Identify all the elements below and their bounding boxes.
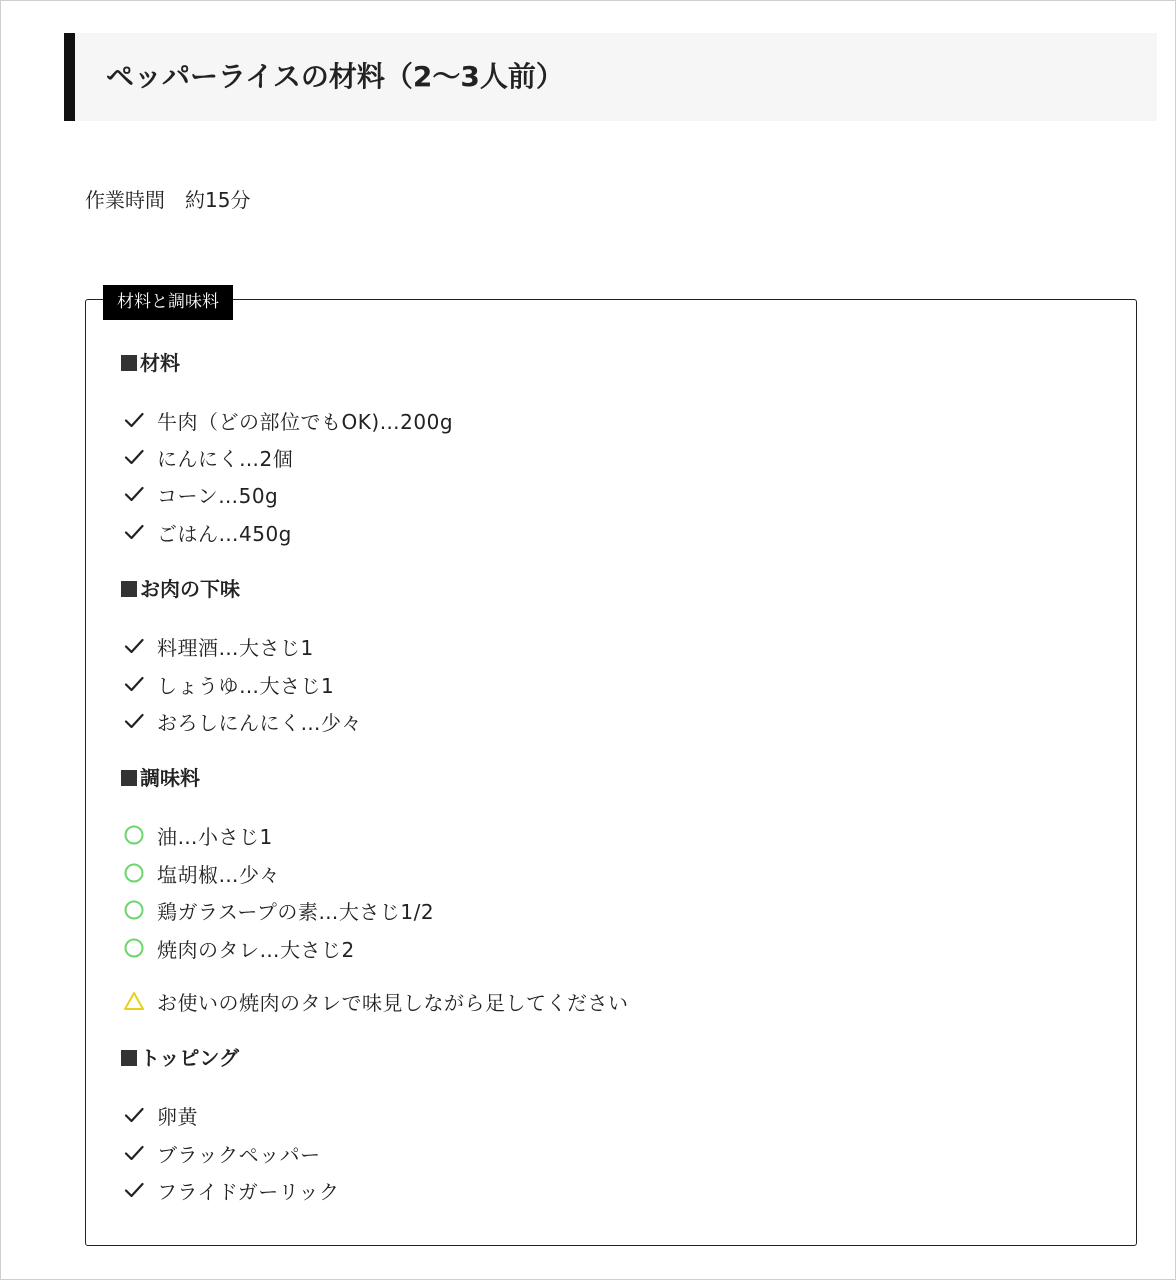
section-title-text: 調味料 [140,766,200,790]
check-icon [121,407,147,433]
square-bullet-icon [121,355,137,371]
list-item [121,1100,198,1130]
ingredients-box-label: 材料と調味料 [103,285,233,320]
list-item [121,1175,340,1205]
check-icon [121,481,147,507]
list-item [121,669,334,699]
recipe-heading [64,33,1157,121]
work-time: 作業時間 約15分 [85,188,251,212]
check-icon [121,633,147,659]
triangle-icon [121,988,147,1014]
list-item-text: 料理酒…大さじ1 [157,635,314,660]
list-item-text: ごはん…450g [157,521,292,546]
list-item-text: 焼肉のタレ…大さじ2 [157,937,355,962]
section-title-text: 材料 [140,351,180,375]
list-item-text: コーン…50g [157,483,279,508]
list-item-text: しょうゆ…大さじ1 [157,673,335,698]
square-bullet-icon [121,581,137,597]
square-bullet-icon [121,770,137,786]
list-item-text: ブラックペッパー [157,1142,321,1167]
list-item-text: おろしにんにく…少々 [157,710,362,735]
list-item-text: 塩胡椒…少々 [157,862,280,887]
circle-icon [121,822,147,848]
section-title-seasonings [121,764,200,792]
list-item [121,820,273,850]
circle-icon [121,897,147,923]
list-item [121,933,355,963]
page-title: ペッパーライスの材料（2〜3人前） [106,60,564,93]
section-title-ingredients [121,349,180,377]
check-icon [121,1102,147,1128]
list-item [121,442,293,472]
square-bullet-icon [121,1050,137,1066]
check-icon [121,444,147,470]
list-item-text: にんにく…2個 [157,446,294,471]
list-item-text: お使いの焼肉のタレで味見しながら足してください [157,990,629,1015]
check-icon [121,671,147,697]
check-icon [121,1140,147,1166]
section-title-marinade [121,575,240,603]
list-item [121,706,362,736]
section-title-text: お肉の下味 [140,577,240,601]
circle-icon [121,860,147,886]
section-title-toppings [121,1044,239,1072]
circle-icon [121,935,147,961]
list-item [121,895,434,925]
list-item-text: フライドガーリック [157,1179,340,1204]
list-item-note [121,986,629,1016]
list-item-text: 油…小さじ1 [157,824,273,849]
list-item [121,631,314,661]
check-icon [121,1177,147,1203]
list-item [121,858,280,888]
list-item [121,1138,321,1168]
list-item-text: 牛肉（どの部位でもOK)…200g [157,409,454,434]
check-icon [121,708,147,734]
list-item [121,479,278,509]
check-icon [121,519,147,545]
list-item [121,405,453,435]
section-title-text: トッピング [140,1046,239,1070]
list-item [121,517,292,547]
list-item-text: 卵黄 [157,1104,198,1129]
list-item-text: 鶏ガラスープの素…大さじ1/2 [157,899,435,924]
